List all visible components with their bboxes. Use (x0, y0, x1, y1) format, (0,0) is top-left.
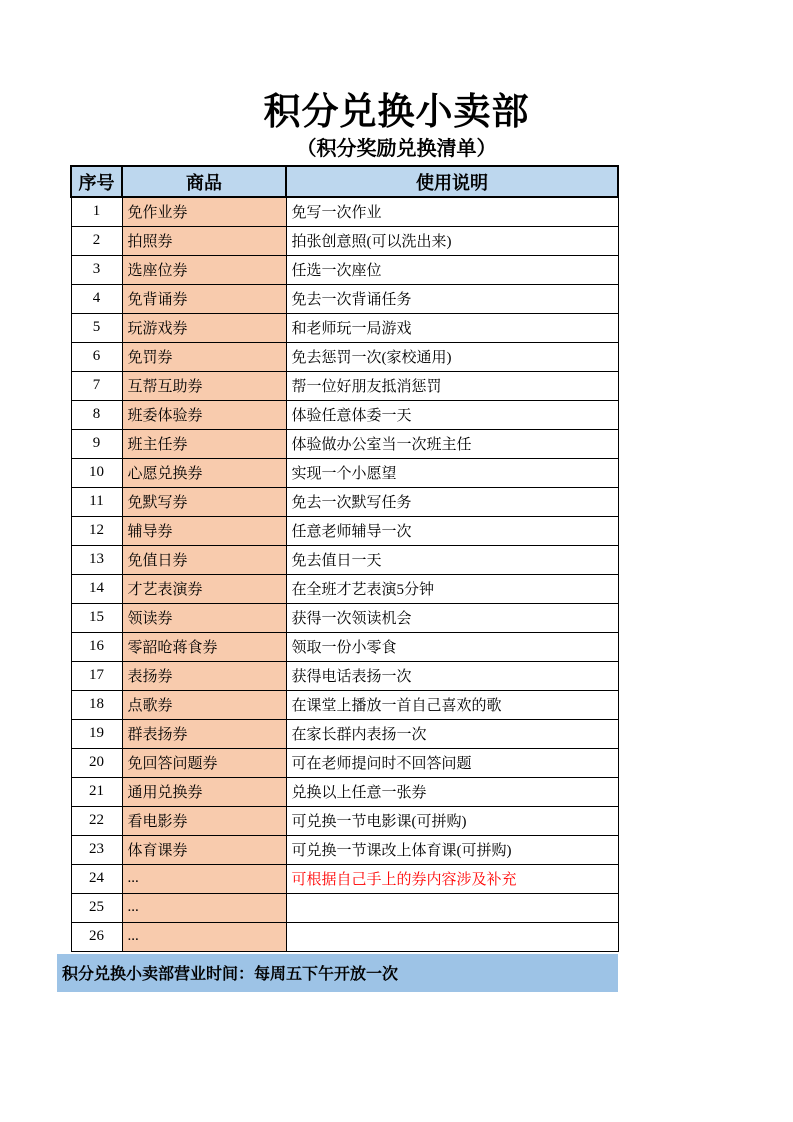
description-cell: 和老师玩一局游戏 (286, 313, 618, 342)
table-row (71, 226, 618, 255)
table-row (71, 661, 618, 690)
row-number-cell: 20 (71, 748, 122, 777)
col-header-number: 序号 (71, 166, 122, 197)
description-cell: 可兑换一节电影课(可拼购) (286, 806, 618, 835)
rewards-table (70, 165, 619, 952)
table-row (71, 284, 618, 313)
product-cell: 群表扬券 (122, 719, 286, 748)
table-row (71, 864, 618, 893)
product-cell: ... (122, 922, 286, 951)
product-cell: 通用兑换券 (122, 777, 286, 806)
product-cell: 体育课券 (122, 835, 286, 864)
shop-hours-text: 积分兑换小卖部营业时间：每周五下午开放一次 (62, 966, 399, 983)
product-cell: 玩游戏券 (122, 313, 286, 342)
table-row (71, 690, 618, 719)
description-cell: 免去惩罚一次(家校通用) (286, 342, 618, 371)
row-number-cell: 2 (71, 226, 122, 255)
table-row (71, 458, 618, 487)
row-number-cell: 9 (71, 429, 122, 458)
description-cell: 可兑换一节课改上体育课(可拼购) (286, 835, 618, 864)
table-row (71, 777, 618, 806)
table-row (71, 748, 618, 777)
table-row (71, 574, 618, 603)
page-title: 积分兑换小卖部 (263, 91, 530, 132)
table-row (71, 632, 618, 661)
description-cell: 免去一次背诵任务 (286, 284, 618, 313)
row-number-cell: 24 (71, 864, 122, 893)
description-cell: 兑换以上任意一张券 (286, 777, 618, 806)
product-cell: 辅导券 (122, 516, 286, 545)
table-row (71, 429, 618, 458)
row-number-cell: 11 (71, 487, 122, 516)
description-cell: 获得电话表扬一次 (286, 661, 618, 690)
description-cell: 免写一次作业 (286, 197, 618, 226)
page-subtitle: （积分奖励兑换清单） (296, 138, 497, 160)
row-number-cell: 25 (71, 893, 122, 922)
table-row (71, 516, 618, 545)
description-cell (286, 893, 618, 922)
row-number-cell: 15 (71, 603, 122, 632)
product-cell: 免罚券 (122, 342, 286, 371)
product-cell: 才艺表演券 (122, 574, 286, 603)
description-cell: 帮一位好朋友抵消惩罚 (286, 371, 618, 400)
product-cell: 看电影券 (122, 806, 286, 835)
row-number-cell: 6 (71, 342, 122, 371)
row-number-cell: 5 (71, 313, 122, 342)
row-number-cell: 18 (71, 690, 122, 719)
product-cell: 班主任券 (122, 429, 286, 458)
description-cell: 在课堂上播放一首自己喜欢的歌 (286, 690, 618, 719)
product-cell: 免值日券 (122, 545, 286, 574)
product-cell: 免作业券 (122, 197, 286, 226)
row-number-cell: 21 (71, 777, 122, 806)
row-number-cell: 14 (71, 574, 122, 603)
description-cell: 免去一次默写任务 (286, 487, 618, 516)
description-cell: 任意老师辅导一次 (286, 516, 618, 545)
table-row (71, 545, 618, 574)
description-cell: 获得一次领读机会 (286, 603, 618, 632)
table-header-row (71, 166, 618, 197)
row-number-cell: 22 (71, 806, 122, 835)
rewards-table-container (70, 165, 617, 952)
row-number-cell: 16 (71, 632, 122, 661)
row-number-cell: 26 (71, 922, 122, 951)
description-cell: 拍张创意照(可以洗出来) (286, 226, 618, 255)
table-row (71, 400, 618, 429)
product-cell: ... (122, 893, 286, 922)
row-number-cell: 12 (71, 516, 122, 545)
product-cell: ... (122, 864, 286, 893)
product-cell: 免默写券 (122, 487, 286, 516)
row-number-cell: 19 (71, 719, 122, 748)
description-cell: 实现一个小愿望 (286, 458, 618, 487)
table-row (71, 342, 618, 371)
row-number-cell: 17 (71, 661, 122, 690)
row-number-cell: 13 (71, 545, 122, 574)
col-header-product: 商品 (122, 166, 286, 197)
product-cell: 班委体验券 (122, 400, 286, 429)
table-row (71, 922, 618, 951)
row-number-cell: 8 (71, 400, 122, 429)
col-header-usage: 使用说明 (286, 166, 618, 197)
product-cell: 拍照券 (122, 226, 286, 255)
table-row (71, 487, 618, 516)
table-row (71, 197, 618, 226)
description-cell: 在家长群内表扬一次 (286, 719, 618, 748)
description-cell (286, 922, 618, 951)
table-row (71, 893, 618, 922)
product-cell: 心愿兑换券 (122, 458, 286, 487)
product-cell: 互帮互助券 (122, 371, 286, 400)
product-cell: 免背诵券 (122, 284, 286, 313)
row-number-cell: 3 (71, 255, 122, 284)
product-cell: 免回答问题券 (122, 748, 286, 777)
product-cell: 选座位券 (122, 255, 286, 284)
product-cell: 零韶呛蒋食券 (122, 632, 286, 661)
description-cell: 任选一次座位 (286, 255, 618, 284)
product-cell: 领读券 (122, 603, 286, 632)
description-cell: 可根据自己手上的券内容涉及补充 (286, 864, 618, 893)
row-number-cell: 7 (71, 371, 122, 400)
row-number-cell: 4 (71, 284, 122, 313)
row-number-cell: 23 (71, 835, 122, 864)
row-number-cell: 10 (71, 458, 122, 487)
row-number-cell: 1 (71, 197, 122, 226)
description-cell: 可在老师提问时不回答问题 (286, 748, 618, 777)
table-row (71, 835, 618, 864)
table-row (71, 313, 618, 342)
table-row (71, 371, 618, 400)
table-row (71, 719, 618, 748)
description-cell: 体验任意体委一天 (286, 400, 618, 429)
shop-hours-banner (57, 954, 618, 992)
product-cell: 表扬券 (122, 661, 286, 690)
description-cell: 在全班才艺表演5分钟 (286, 574, 618, 603)
description-cell: 免去值日一天 (286, 545, 618, 574)
document-header (0, 0, 793, 163)
table-row (71, 603, 618, 632)
table-row (71, 255, 618, 284)
description-cell: 体验做办公室当一次班主任 (286, 429, 618, 458)
product-cell: 点歌券 (122, 690, 286, 719)
description-cell: 领取一份小零食 (286, 632, 618, 661)
table-row (71, 806, 618, 835)
